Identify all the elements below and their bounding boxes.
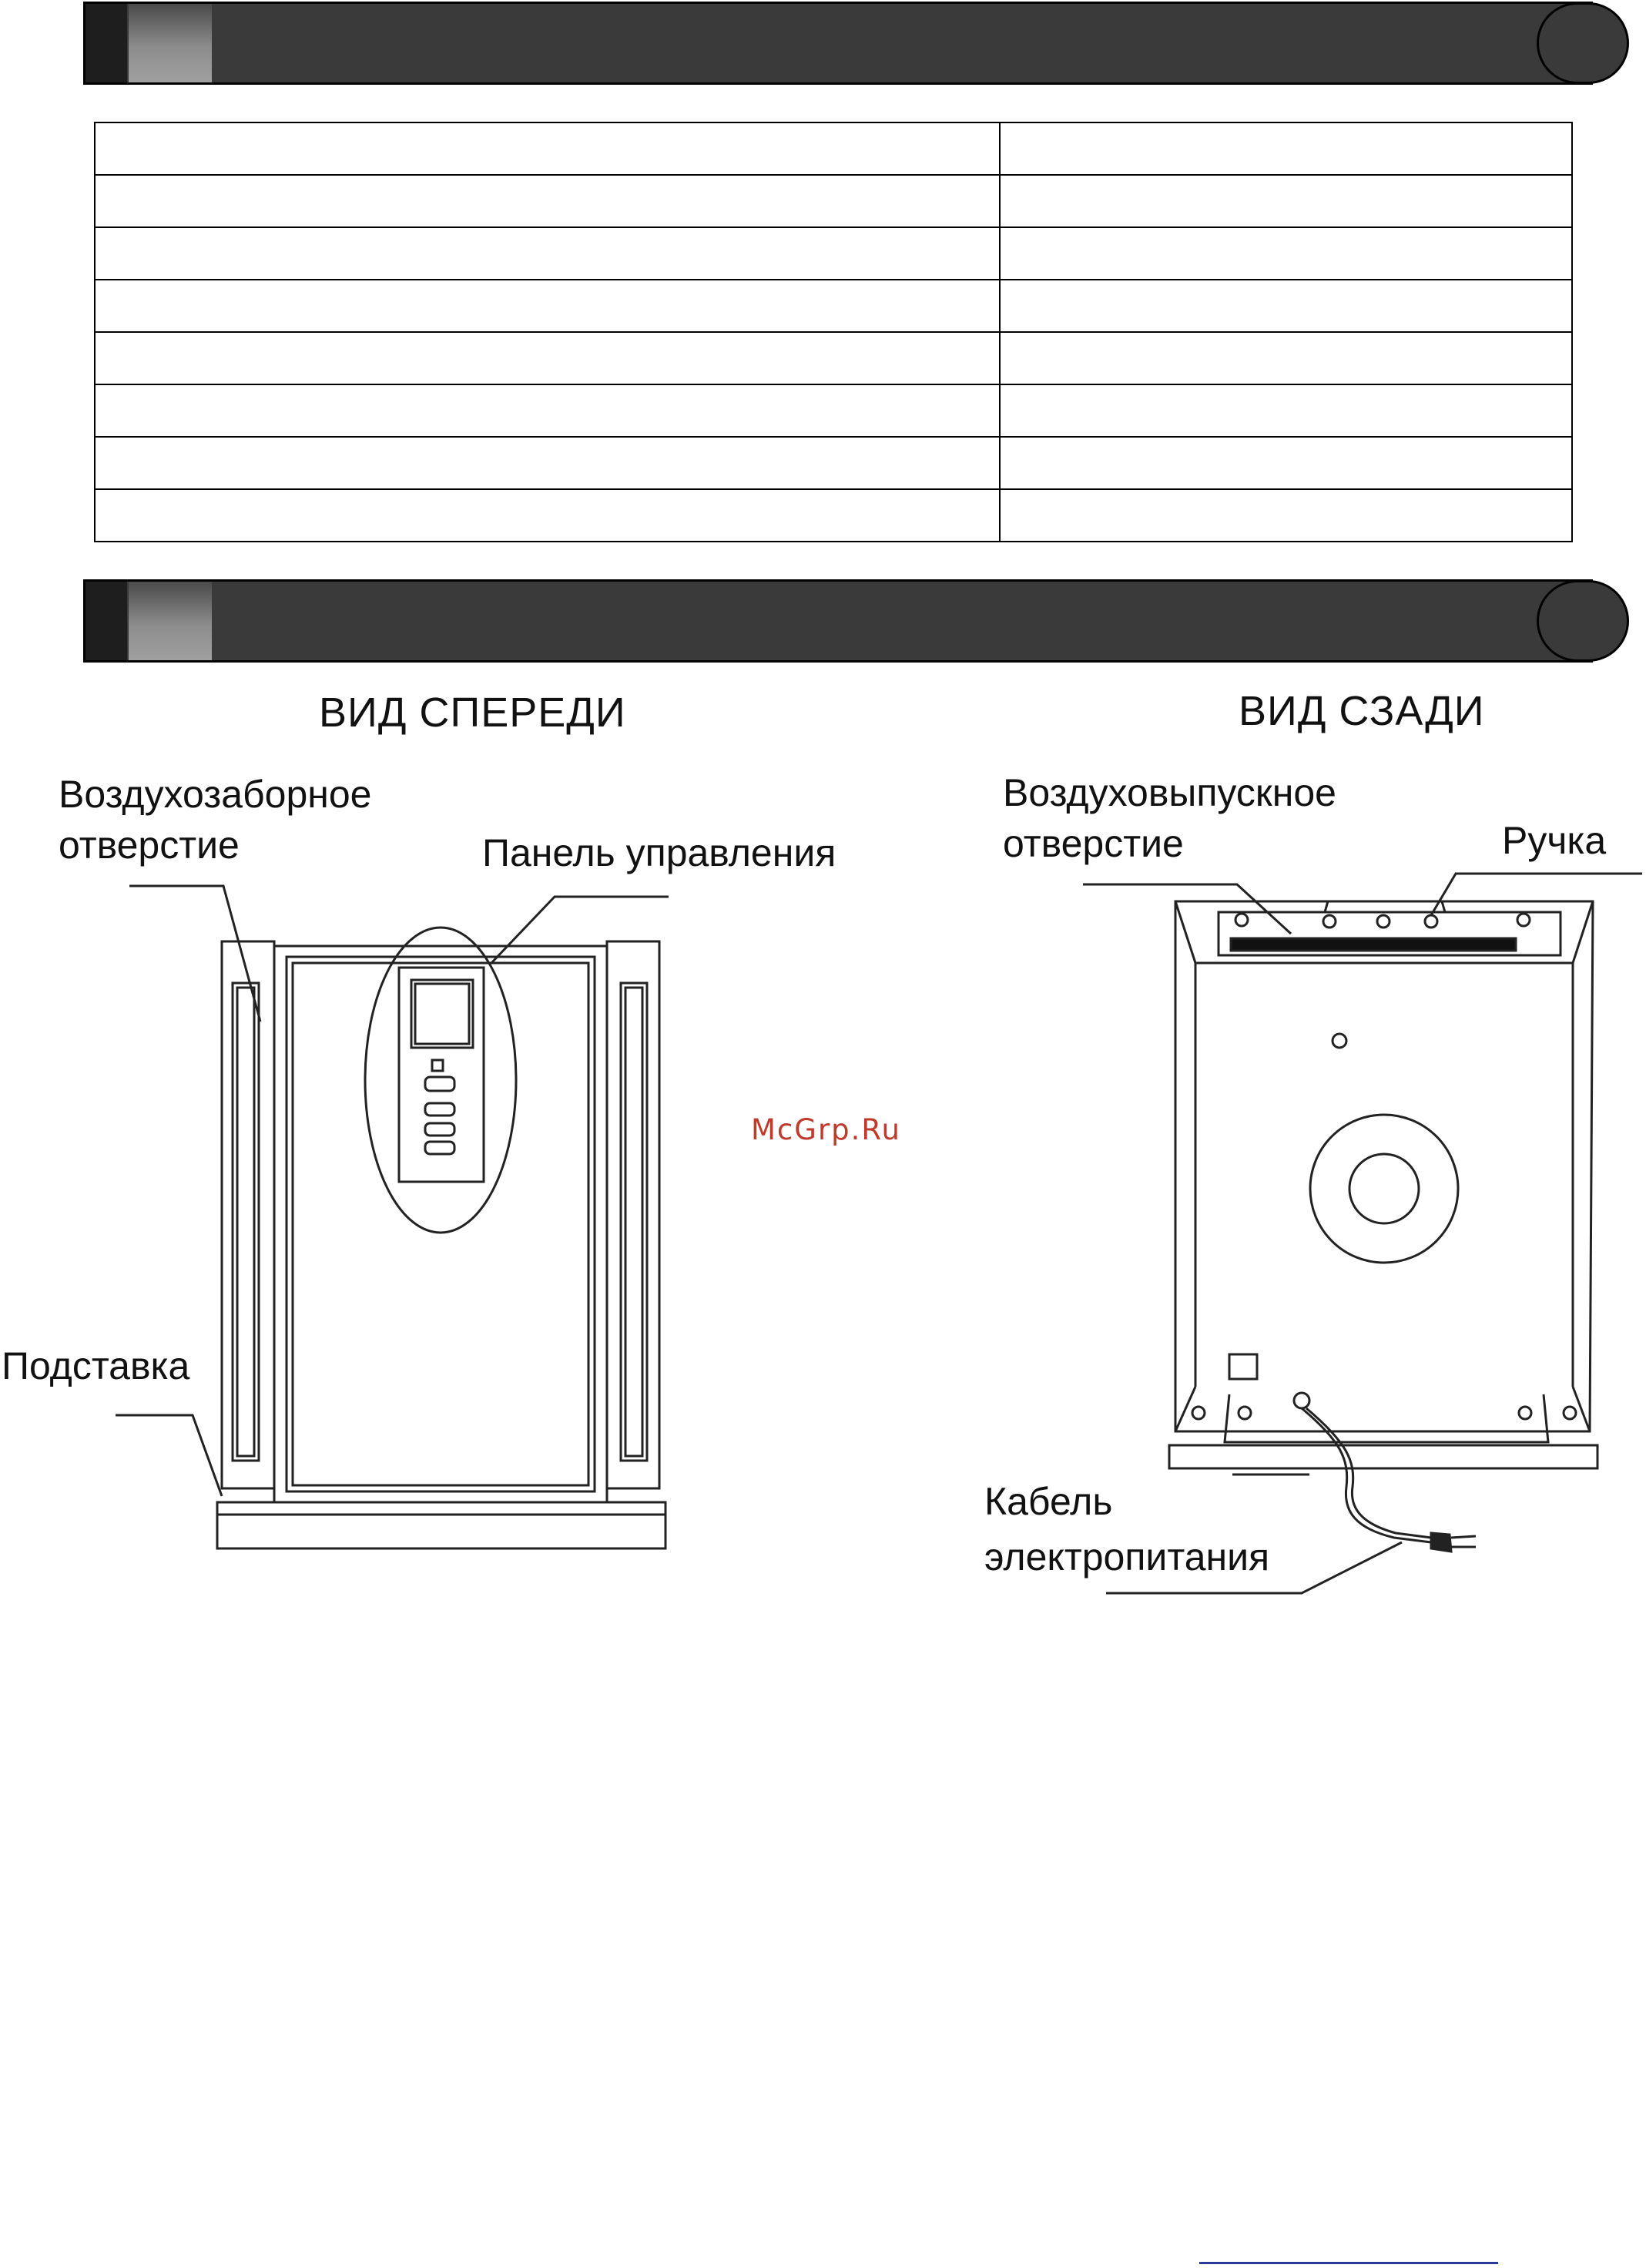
- front-view-title: ВИД СПЕРЕДИ: [319, 689, 626, 736]
- stand-label: Подставка: [2, 1344, 190, 1387]
- handle-label: Ручка: [1502, 819, 1607, 862]
- power-cable-label-line1: Кабель: [984, 1480, 1113, 1523]
- control-panel-label: Панель управления: [482, 831, 836, 874]
- watermark: McGrp.Ru: [751, 1113, 901, 1146]
- footer-link-underline: [1199, 2262, 1498, 2264]
- power-cable-label-line2: электропитания: [984, 1535, 1270, 1579]
- front-view-drawing: [116, 886, 669, 1548]
- air-intake-label-line1: Воздухозаборное: [59, 773, 372, 816]
- air-outlet-label-line1: Воздуховыпускное: [1003, 771, 1336, 814]
- rear-view-drawing: [1083, 874, 1642, 1593]
- air-outlet-label-line2: отверстие: [1003, 822, 1184, 865]
- rear-view-title: ВИД СЗАДИ: [1239, 688, 1485, 734]
- air-intake-label-line2: отверстие: [59, 824, 240, 867]
